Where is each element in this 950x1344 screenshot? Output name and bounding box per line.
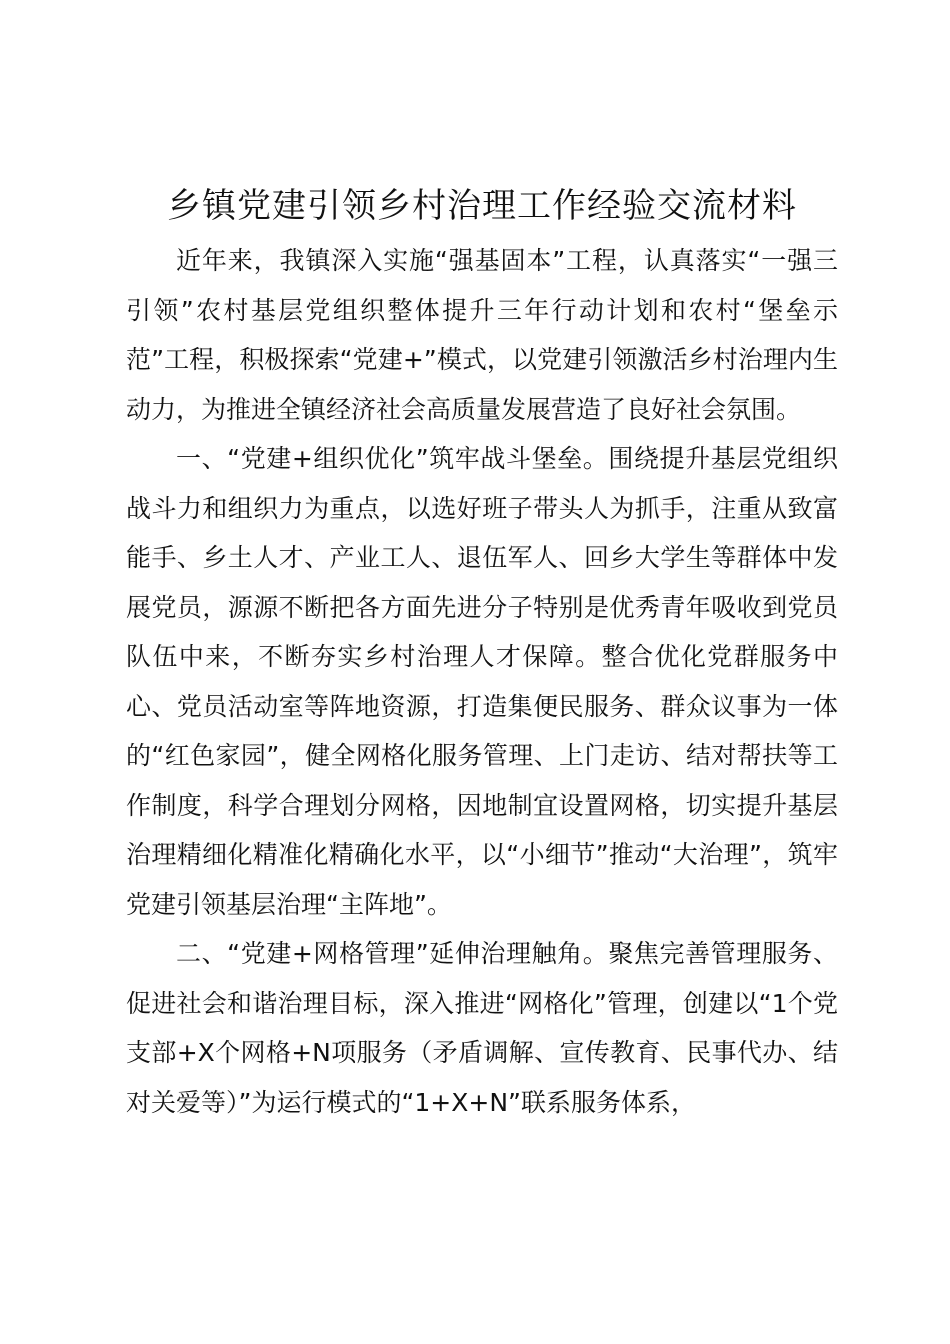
paragraph-section-two: 二、“党建+网格管理”延伸治理触角。聚焦完善管理服务、促进社会和谐治理目标，深入推进“网格化”管理，创建以“1个党支部+X个网格+N项服务（矛盾调解、宣传教育、民事代办、结对关爱等）”为运行模式的“1+X+N”联系服务体系， <box>126 939 838 1117</box>
document-page <box>126 176 838 1127</box>
paragraph-intro: 近年来，我镇深入实施“强基固本”工程，认真落实“一强三引领”农村基层党组织整体提升三年行动计划和农村“堡垒示范”工程，积极探索“党建+”模式，以党建引领激活乡村治理内生动力，为推进全镇经济社会高质量发展营造了良好社会氛围。 <box>126 246 838 424</box>
paragraph-section-one: 一、“党建+组织优化”筑牢战斗堡垒。围绕提升基层党组织战斗力和组织力为重点，以选好班子带头人为抓手，注重从致富能手、乡土人才、产业工人、退伍军人、回乡大学生等群体中发展党员，源源不断把各方面先进分子特别是优秀青年吸收到党员队伍中来，不断夯实乡村治理人才保障。整合优化党群服务中心、党员活动室等阵地资源，打造集便民服务、群众议事为一体的“红色家园”，健全网格化服务管理、上门走访、结对帮扶等工作制度，科学合理划分网格，因地制宜设置网格，切实提升基层治理精细化精准化精确化水平，以“小细节”推动“大治理”，筑牢党建引领基层治理“主阵地”。 <box>126 444 838 919</box>
document-title: 乡镇党建引领乡村治理工作经验交流材料 <box>167 186 797 226</box>
